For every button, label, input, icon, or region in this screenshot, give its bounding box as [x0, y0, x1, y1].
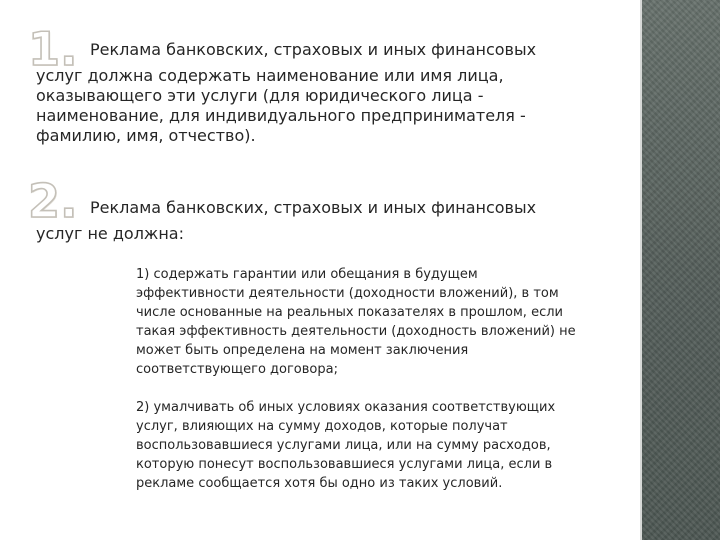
item-1-line: наименование, для индивидуального предпринимателя - [36, 106, 526, 125]
subitem-1 [136, 265, 598, 379]
item-1-line: услуг должна содержать наименование или имя лица, [36, 66, 504, 85]
item-1-number: 1. [28, 22, 78, 76]
item-2-first-line: Реклама банковских, страховых и иных финансовых [90, 198, 537, 217]
subitem-2-line: услуг, влияющих на сумму доходов, которые получат [136, 419, 508, 434]
item-1-line: фамилию, имя, отчество). [36, 126, 256, 145]
item-1-line: оказывающего эти услуги (для юридического лица - [36, 86, 484, 105]
subitem-2-line: воспользовавшиеся услугами лица, или на сумму расходов, [136, 438, 551, 453]
item-2-second-line: услуг не должна: [36, 224, 184, 243]
decorative-side-panel [642, 0, 720, 540]
subitem-1-line: такая эффективность деятельности (доходность вложений) не [136, 324, 576, 339]
subitem-2-line: рекламе сообщается хотя бы одно из таких условий. [136, 476, 503, 491]
item-1-text [36, 66, 556, 146]
subitem-1-line: эффективности деятельности (доходности вложений), в том [136, 286, 559, 301]
subitem-2 [136, 398, 598, 493]
subitem-1-line: числе основанные на реальных показателях в прошлом, если [136, 305, 563, 320]
subitem-2-line: 2) умалчивать об иных условиях оказания соответствующих [136, 400, 556, 415]
subitem-1-line: соответствующего договора; [136, 362, 338, 377]
item-2-number: 2. [28, 174, 78, 228]
subitem-1-line: 1) содержать гарантии или обещания в будущем [136, 267, 478, 282]
item-1-first-line: Реклама банковских, страховых и иных финансовых [90, 40, 537, 59]
subitem-1-line: может быть определена на момент заключения [136, 343, 469, 358]
subitem-2-line: которую понесут воспользовавшиеся услугами лица, если в [136, 457, 553, 472]
